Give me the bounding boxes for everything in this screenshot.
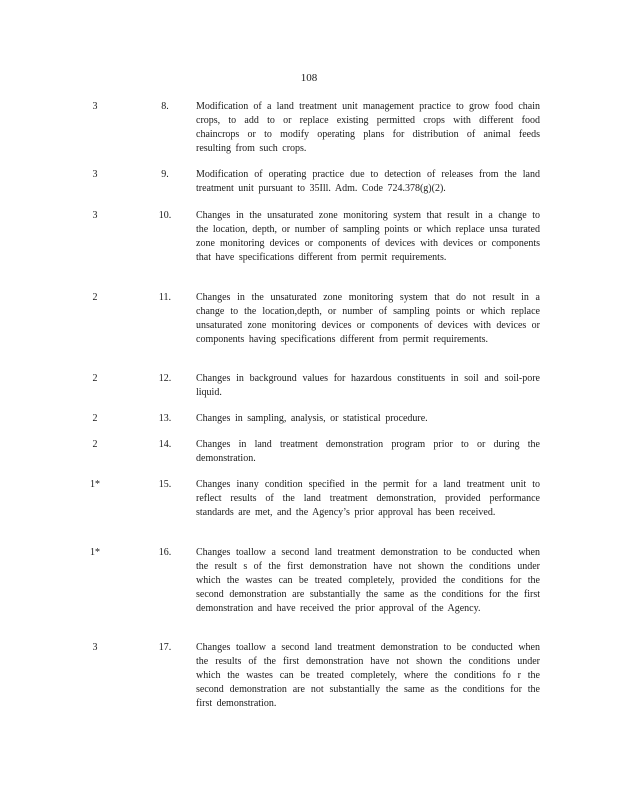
modification-class: 3 [92,101,98,112]
item-number: 15. [158,479,172,490]
item-number: 10. [158,210,172,221]
modification-class: 2 [92,292,98,303]
item-number: 14. [158,439,172,450]
item-text: Modification of operating practice due to detection of releases from the land treatment unit pursuant to 35Ill. Adm. Code 724.378(g)(2). [196,169,540,194]
page-number: 108 [300,72,318,84]
item-text: Modification of a land treatment unit management practice to grow food chain crops, to add to or replace existing permitted crops with different food chaincrops or to modify operating plans for distribution of animal feeds resulting from such crops. [196,101,540,154]
item-text: Changes in the unsaturated zone monitoring system that result in a change to the location, depth, or number of sampling points or which replace unsa turated zone monitoring devices or components of devices with devices or components that have specifications different from permit requirements. [196,210,540,263]
modification-class: 1* [90,547,100,558]
modification-class: 2 [92,373,98,384]
item-number: 13. [158,413,172,424]
item-text: Changes toallow a second land treatment demonstration to be conducted when the result s of the first demonstration have not shown the conditions under which the wastes can be treated completely, provided the conditions for the second demonstration are substantially the same as the conditions for the first demonstration and have received the prior approval of the Agency. [196,547,540,614]
modification-class: 1* [90,479,100,490]
item-text: Changes in the unsaturated zone monitoring system that do not result in a change to the location,depth, or number of sampling points or which replace unsaturated zone monitoring devices or components of devices with devices or components having specifications different from permit requirements. [196,292,540,345]
modification-class: 2 [92,413,98,424]
item-text: Changes toallow a second land treatment demonstration to be conducted when the results of the first demonstration have not shown the conditions under which the wastes can be treated completely, where the conditions fo r the second demonstration are not substantially the same as the conditions for the first demonstration. [196,642,540,709]
modification-class: 2 [92,439,98,450]
item-number: 11. [158,292,172,303]
item-number: 9. [161,169,169,180]
item-number: 17. [158,642,172,653]
item-text: Changes in sampling, analysis, or statistical procedure. [196,413,428,424]
item-text: Changes inany condition specified in the permit for a land treatment unit to reflect results of the land treatment demonstration, provided performance standards are met, and the Agency’s prior approval has been received. [196,479,540,518]
item-text: Changes in land treatment demonstration program prior to or during the demonstration. [196,439,540,464]
modification-class: 3 [92,169,98,180]
item-number: 12. [158,373,172,384]
item-number: 16. [158,547,172,558]
modification-class: 3 [92,210,98,221]
modification-class: 3 [92,642,98,653]
item-text: Changes in background values for hazardous constituents in soil and soil-pore liquid. [196,373,540,398]
item-number: 8. [161,101,169,112]
